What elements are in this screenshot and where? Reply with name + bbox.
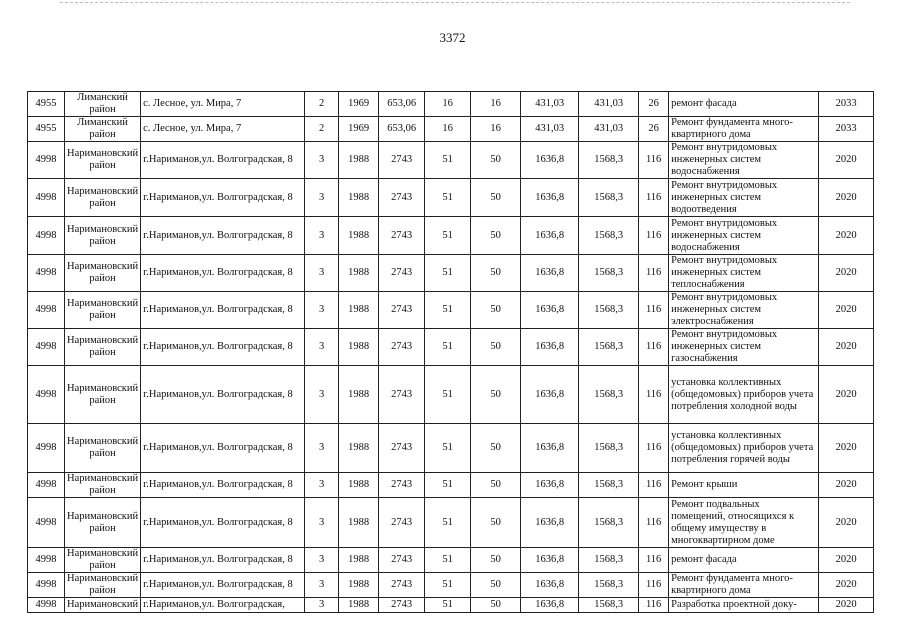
house-id-cell: 4998 bbox=[28, 292, 65, 329]
floors-cell: 3 bbox=[305, 473, 339, 498]
district-cell: Наримановский район bbox=[65, 366, 141, 424]
residents-cell: 116 bbox=[639, 329, 669, 366]
count-a-cell: 51 bbox=[425, 498, 471, 548]
house-id-cell: 4998 bbox=[28, 548, 65, 573]
area-b-cell: 431,03 bbox=[579, 92, 639, 117]
floors-cell: 3 bbox=[305, 179, 339, 217]
residents-cell: 116 bbox=[639, 142, 669, 179]
area-b-cell: 1568,3 bbox=[579, 598, 639, 613]
area-a-cell: 1636,8 bbox=[521, 498, 579, 548]
address-cell: г.Нариманов,ул. Волгоградская, 8 bbox=[141, 473, 305, 498]
area-a-cell: 1636,8 bbox=[521, 598, 579, 613]
work-type-cell: установка коллективных (общедомовых) приборов учета потребления горячей воды bbox=[669, 424, 819, 473]
count-a-cell: 16 bbox=[425, 117, 471, 142]
floors-cell: 2 bbox=[305, 117, 339, 142]
floors-cell: 3 bbox=[305, 424, 339, 473]
residents-cell: 26 bbox=[639, 117, 669, 142]
district-cell: Наримановский район bbox=[65, 498, 141, 548]
plan-year-cell: 2020 bbox=[819, 217, 874, 255]
area-a-cell: 1636,8 bbox=[521, 366, 579, 424]
floors-cell: 3 bbox=[305, 292, 339, 329]
table-row bbox=[28, 217, 874, 255]
area-b-cell: 1568,3 bbox=[579, 179, 639, 217]
count-b-cell: 50 bbox=[471, 292, 521, 329]
district-cell: Наримановский район bbox=[65, 548, 141, 573]
table-row bbox=[28, 292, 874, 329]
district-cell: Наримановский район bbox=[65, 255, 141, 292]
build-year-cell: 1988 bbox=[339, 142, 379, 179]
count-a-cell: 51 bbox=[425, 598, 471, 613]
build-year-cell: 1988 bbox=[339, 292, 379, 329]
residents-cell: 116 bbox=[639, 573, 669, 598]
count-b-cell: 50 bbox=[471, 598, 521, 613]
count-b-cell: 50 bbox=[471, 217, 521, 255]
plan-year-cell: 2020 bbox=[819, 255, 874, 292]
area-b-cell: 1568,3 bbox=[579, 142, 639, 179]
house-id-cell: 4998 bbox=[28, 366, 65, 424]
total-area-cell: 653,06 bbox=[379, 117, 425, 142]
residents-cell: 116 bbox=[639, 424, 669, 473]
area-a-cell: 431,03 bbox=[521, 117, 579, 142]
table-row bbox=[28, 473, 874, 498]
total-area-cell: 2743 bbox=[379, 217, 425, 255]
work-type-cell: Ремонт внутридомовых инженерных систем электроснабжения bbox=[669, 292, 819, 329]
plan-year-cell: 2033 bbox=[819, 92, 874, 117]
count-b-cell: 50 bbox=[471, 255, 521, 292]
count-b-cell: 50 bbox=[471, 179, 521, 217]
count-a-cell: 51 bbox=[425, 255, 471, 292]
capital-repair-table bbox=[27, 91, 874, 613]
area-b-cell: 1568,3 bbox=[579, 473, 639, 498]
district-cell: Наримановский район bbox=[65, 142, 141, 179]
residents-cell: 116 bbox=[639, 292, 669, 329]
area-b-cell: 1568,3 bbox=[579, 548, 639, 573]
table-row bbox=[28, 92, 874, 117]
plan-year-cell: 2020 bbox=[819, 366, 874, 424]
count-b-cell: 50 bbox=[471, 573, 521, 598]
address-cell: г.Нариманов,ул. Волгоградская, 8 bbox=[141, 292, 305, 329]
address-cell: г.Нариманов,ул. Волгоградская, 8 bbox=[141, 498, 305, 548]
table-row bbox=[28, 329, 874, 366]
count-b-cell: 50 bbox=[471, 473, 521, 498]
residents-cell: 116 bbox=[639, 473, 669, 498]
address-cell: г.Нариманов,ул. Волгоградская, 8 bbox=[141, 179, 305, 217]
count-b-cell: 50 bbox=[471, 329, 521, 366]
build-year-cell: 1988 bbox=[339, 179, 379, 217]
build-year-cell: 1969 bbox=[339, 92, 379, 117]
residents-cell: 116 bbox=[639, 548, 669, 573]
total-area-cell: 2743 bbox=[379, 598, 425, 613]
count-a-cell: 51 bbox=[425, 142, 471, 179]
plan-year-cell: 2020 bbox=[819, 424, 874, 473]
floors-cell: 3 bbox=[305, 142, 339, 179]
address-cell: г.Нариманов,ул. Волгоградская, 8 bbox=[141, 548, 305, 573]
count-a-cell: 51 bbox=[425, 217, 471, 255]
house-id-cell: 4955 bbox=[28, 92, 65, 117]
work-type-cell: ремонт фасада bbox=[669, 92, 819, 117]
house-id-cell: 4998 bbox=[28, 255, 65, 292]
build-year-cell: 1988 bbox=[339, 366, 379, 424]
page-number: 3372 bbox=[439, 30, 466, 45]
work-type-cell: Ремонт фундамента много-квартирного дома bbox=[669, 573, 819, 598]
total-area-cell: 2743 bbox=[379, 329, 425, 366]
area-a-cell: 1636,8 bbox=[521, 179, 579, 217]
house-id-cell: 4998 bbox=[28, 142, 65, 179]
residents-cell: 116 bbox=[639, 179, 669, 217]
count-b-cell: 50 bbox=[471, 366, 521, 424]
area-a-cell: 1636,8 bbox=[521, 473, 579, 498]
plan-year-cell: 2020 bbox=[819, 179, 874, 217]
floors-cell: 3 bbox=[305, 548, 339, 573]
total-area-cell: 2743 bbox=[379, 498, 425, 548]
house-id-cell: 4955 bbox=[28, 117, 65, 142]
floors-cell: 3 bbox=[305, 329, 339, 366]
area-b-cell: 431,03 bbox=[579, 117, 639, 142]
table-row bbox=[28, 424, 874, 473]
table-row bbox=[28, 366, 874, 424]
work-type-cell: Разработка проектной доку- bbox=[669, 598, 819, 613]
work-type-cell: Ремонт подвальных помещений, относящихся к общему имуществу в многоквартирном доме bbox=[669, 498, 819, 548]
count-b-cell: 16 bbox=[471, 117, 521, 142]
residents-cell: 116 bbox=[639, 366, 669, 424]
total-area-cell: 2743 bbox=[379, 142, 425, 179]
build-year-cell: 1988 bbox=[339, 473, 379, 498]
count-a-cell: 51 bbox=[425, 366, 471, 424]
house-id-cell: 4998 bbox=[28, 498, 65, 548]
residents-cell: 116 bbox=[639, 255, 669, 292]
area-b-cell: 1568,3 bbox=[579, 329, 639, 366]
floors-cell: 3 bbox=[305, 573, 339, 598]
total-area-cell: 2743 bbox=[379, 548, 425, 573]
house-id-cell: 4998 bbox=[28, 329, 65, 366]
table-row bbox=[28, 598, 874, 613]
total-area-cell: 2743 bbox=[379, 292, 425, 329]
district-cell: Лиманский район bbox=[65, 92, 141, 117]
plan-year-cell: 2020 bbox=[819, 292, 874, 329]
residents-cell: 116 bbox=[639, 217, 669, 255]
work-type-cell: Ремонт внутридомовых инженерных систем водоснабжения bbox=[669, 142, 819, 179]
work-type-cell: ремонт фасада bbox=[669, 548, 819, 573]
total-area-cell: 2743 bbox=[379, 473, 425, 498]
area-b-cell: 1568,3 bbox=[579, 424, 639, 473]
area-b-cell: 1568,3 bbox=[579, 573, 639, 598]
district-cell: Наримановский район bbox=[65, 329, 141, 366]
build-year-cell: 1988 bbox=[339, 217, 379, 255]
table-row bbox=[28, 179, 874, 217]
residents-cell: 116 bbox=[639, 498, 669, 548]
address-cell: с. Лесное, ул. Мира, 7 bbox=[141, 117, 305, 142]
total-area-cell: 2743 bbox=[379, 255, 425, 292]
plan-year-cell: 2020 bbox=[819, 473, 874, 498]
floors-cell: 3 bbox=[305, 217, 339, 255]
area-a-cell: 1636,8 bbox=[521, 292, 579, 329]
table-row bbox=[28, 142, 874, 179]
count-a-cell: 51 bbox=[425, 292, 471, 329]
address-cell: г.Нариманов,ул. Волгоградская, 8 bbox=[141, 329, 305, 366]
address-cell: с. Лесное, ул. Мира, 7 bbox=[141, 92, 305, 117]
build-year-cell: 1988 bbox=[339, 424, 379, 473]
area-a-cell: 1636,8 bbox=[521, 573, 579, 598]
count-a-cell: 51 bbox=[425, 573, 471, 598]
work-type-cell: Ремонт крыши bbox=[669, 473, 819, 498]
work-type-cell: Ремонт внутридомовых инженерных систем теплоснабжения bbox=[669, 255, 819, 292]
build-year-cell: 1988 bbox=[339, 255, 379, 292]
total-area-cell: 2743 bbox=[379, 424, 425, 473]
area-b-cell: 1568,3 bbox=[579, 217, 639, 255]
house-id-cell: 4998 bbox=[28, 179, 65, 217]
build-year-cell: 1988 bbox=[339, 573, 379, 598]
area-a-cell: 1636,8 bbox=[521, 255, 579, 292]
area-b-cell: 1568,3 bbox=[579, 498, 639, 548]
total-area-cell: 653,06 bbox=[379, 92, 425, 117]
address-cell: г.Нариманов,ул. Волгоградская, 8 bbox=[141, 255, 305, 292]
residents-cell: 116 bbox=[639, 598, 669, 613]
address-cell: г.Нариманов,ул. Волгоградская, 8 bbox=[141, 573, 305, 598]
table-row bbox=[28, 255, 874, 292]
residents-cell: 26 bbox=[639, 92, 669, 117]
district-cell: Лиманский район bbox=[65, 117, 141, 142]
area-b-cell: 1568,3 bbox=[579, 292, 639, 329]
work-type-cell: Ремонт внутридомовых инженерных систем газоснабжения bbox=[669, 329, 819, 366]
plan-year-cell: 2020 bbox=[819, 142, 874, 179]
house-id-cell: 4998 bbox=[28, 424, 65, 473]
count-a-cell: 51 bbox=[425, 179, 471, 217]
count-a-cell: 51 bbox=[425, 548, 471, 573]
area-a-cell: 1636,8 bbox=[521, 548, 579, 573]
floors-cell: 3 bbox=[305, 598, 339, 613]
plan-year-cell: 2033 bbox=[819, 117, 874, 142]
plan-year-cell: 2020 bbox=[819, 329, 874, 366]
floors-cell: 3 bbox=[305, 366, 339, 424]
district-cell: Наримановский район bbox=[65, 424, 141, 473]
work-type-cell: Ремонт внутридомовых инженерных систем водоотведения bbox=[669, 179, 819, 217]
house-id-cell: 4998 bbox=[28, 598, 65, 613]
district-cell: Наримановский район bbox=[65, 573, 141, 598]
table-row bbox=[28, 117, 874, 142]
area-b-cell: 1568,3 bbox=[579, 366, 639, 424]
address-cell: г.Нариманов,ул. Волгоградская, 8 bbox=[141, 424, 305, 473]
address-cell: г.Нариманов,ул. Волгоградская, 8 bbox=[141, 142, 305, 179]
plan-year-cell: 2020 bbox=[819, 498, 874, 548]
count-a-cell: 16 bbox=[425, 92, 471, 117]
floors-cell: 3 bbox=[305, 255, 339, 292]
build-year-cell: 1988 bbox=[339, 329, 379, 366]
area-a-cell: 1636,8 bbox=[521, 217, 579, 255]
build-year-cell: 1988 bbox=[339, 498, 379, 548]
total-area-cell: 2743 bbox=[379, 366, 425, 424]
area-a-cell: 1636,8 bbox=[521, 424, 579, 473]
total-area-cell: 2743 bbox=[379, 179, 425, 217]
district-cell: Наримановский район bbox=[65, 473, 141, 498]
district-cell: Наримановский bbox=[65, 598, 141, 613]
work-type-cell: Ремонт фундамента много-квартирного дома bbox=[669, 117, 819, 142]
count-b-cell: 16 bbox=[471, 92, 521, 117]
table-row bbox=[28, 498, 874, 548]
table-row bbox=[28, 548, 874, 573]
build-year-cell: 1988 bbox=[339, 548, 379, 573]
address-cell: г.Нариманов,ул. Волгоградская, bbox=[141, 598, 305, 613]
work-type-cell: Ремонт внутридомовых инженерных систем водоснабжения bbox=[669, 217, 819, 255]
count-b-cell: 50 bbox=[471, 142, 521, 179]
floors-cell: 2 bbox=[305, 92, 339, 117]
plan-year-cell: 2020 bbox=[819, 598, 874, 613]
house-id-cell: 4998 bbox=[28, 217, 65, 255]
plan-year-cell: 2020 bbox=[819, 548, 874, 573]
count-b-cell: 50 bbox=[471, 498, 521, 548]
plan-year-cell: 2020 bbox=[819, 573, 874, 598]
count-b-cell: 50 bbox=[471, 548, 521, 573]
work-type-cell: установка коллективных (общедомовых) приборов учета потребления холодной воды bbox=[669, 366, 819, 424]
count-a-cell: 51 bbox=[425, 473, 471, 498]
house-id-cell: 4998 bbox=[28, 473, 65, 498]
count-b-cell: 50 bbox=[471, 424, 521, 473]
total-area-cell: 2743 bbox=[379, 573, 425, 598]
area-a-cell: 1636,8 bbox=[521, 142, 579, 179]
page-top-edge bbox=[60, 2, 850, 3]
district-cell: Наримановский район bbox=[65, 217, 141, 255]
house-id-cell: 4998 bbox=[28, 573, 65, 598]
area-a-cell: 431,03 bbox=[521, 92, 579, 117]
district-cell: Наримановский район bbox=[65, 179, 141, 217]
build-year-cell: 1988 bbox=[339, 598, 379, 613]
table-row bbox=[28, 573, 874, 598]
address-cell: г.Нариманов,ул. Волгоградская, 8 bbox=[141, 217, 305, 255]
floors-cell: 3 bbox=[305, 498, 339, 548]
area-b-cell: 1568,3 bbox=[579, 255, 639, 292]
area-a-cell: 1636,8 bbox=[521, 329, 579, 366]
district-cell: Наримановский район bbox=[65, 292, 141, 329]
count-a-cell: 51 bbox=[425, 424, 471, 473]
build-year-cell: 1969 bbox=[339, 117, 379, 142]
address-cell: г.Нариманов,ул. Волгоградская, 8 bbox=[141, 366, 305, 424]
count-a-cell: 51 bbox=[425, 329, 471, 366]
